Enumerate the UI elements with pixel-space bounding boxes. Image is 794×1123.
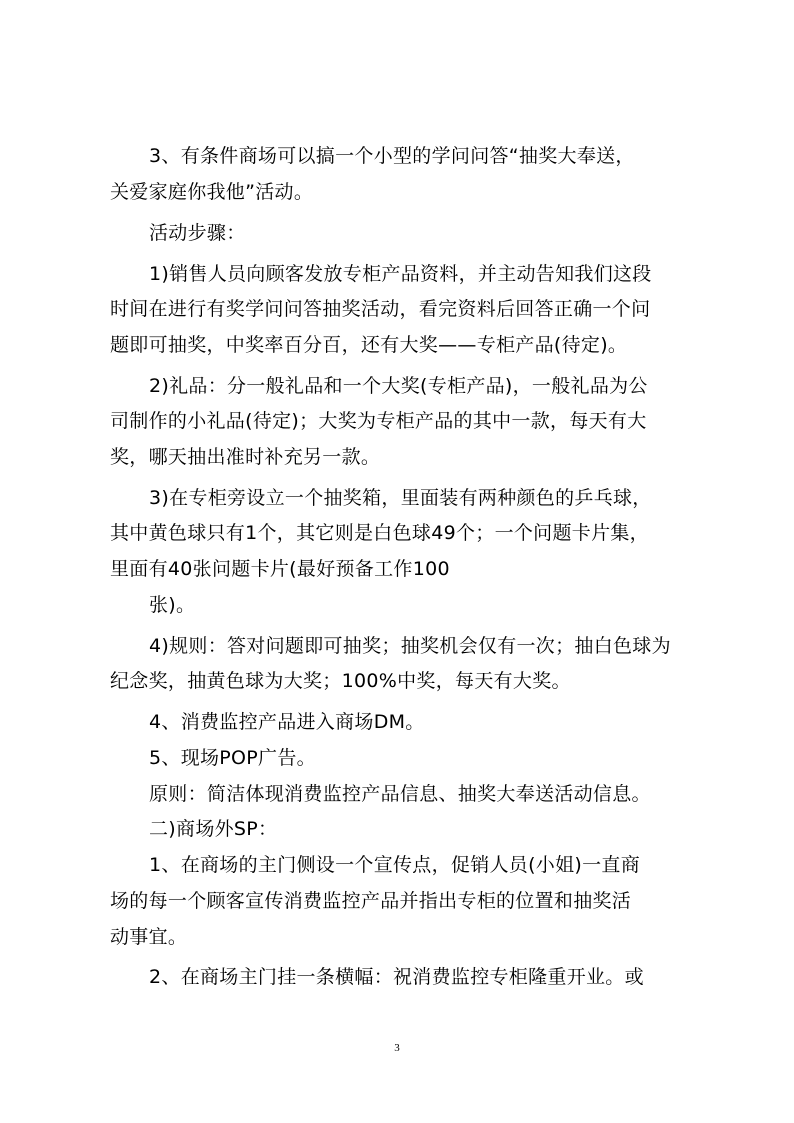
page-number: 3 xyxy=(394,1042,400,1054)
paragraph-3-line-2: 关爱家庭你我他”活动。 xyxy=(110,181,314,203)
item-4-dm: 4、消费监控产品进入商场DM。 xyxy=(149,711,425,733)
step-3-line-2: 其中黄色球只有1个，其它则是白色球49个；一个问题卡片集， xyxy=(110,522,649,544)
step-3-line-4: 张)。 xyxy=(149,594,196,616)
outside-item-1-line-3: 动事宜。 xyxy=(110,926,188,948)
outside-item-1-line-2: 场的每一个顾客宣传消费监控产品并指出专柜的位置和抽奖活 xyxy=(110,890,632,912)
step-2-line-2: 司制作的小礼品(待定)；大奖为专柜产品的其中一款，每天有大 xyxy=(110,410,647,432)
step-4-line-2: 纪念奖，抽黄色球为大奖；100%中奖，每天有大奖。 xyxy=(110,670,571,692)
step-1-line-1: 1)销售人员向顾客发放专柜产品资料，并主动告知我们这段 xyxy=(149,263,652,285)
principle-line: 原则：简洁体现消费监控产品信息、抽奖大奉送活动信息。 xyxy=(149,783,651,805)
step-1-line-2: 时间在进行有奖学问问答抽奖活动，看完资料后回答正确一个问 xyxy=(110,298,651,320)
outside-item-1-line-1: 1、在商场的主门侧设一个宣传点，促销人员(小姐)一直商 xyxy=(149,854,641,876)
step-3-line-1: 3)在专柜旁设立一个抽奖箱，里面装有两种颜色的乒乓球， xyxy=(149,487,652,509)
paragraph-3-line-1: 3、有条件商场可以搞一个小型的学问问答“抽奖大奉送， xyxy=(149,145,635,167)
step-2-line-1: 2)礼品：分一般礼品和一个大奖(专柜产品)，一般礼品为公 xyxy=(149,375,648,397)
step-2-line-3: 奖，哪天抽出准时补充另一款。 xyxy=(110,446,381,468)
step-1-line-3: 题即可抽奖，中奖率百分百，还有大奖——专柜产品(待定)。 xyxy=(110,334,628,356)
activity-steps-heading: 活动步骤： xyxy=(149,222,246,244)
item-5-pop: 5、现场POP广告。 xyxy=(149,747,316,769)
step-4-line-1: 4)规则：答对问题即可抽奖；抽奖机会仅有一次；抽白色球为 xyxy=(149,635,671,657)
step-3-line-3: 里面有40张问题卡片(最好预备工作100 xyxy=(110,558,450,580)
section-outside-sp-heading: 二)商场外SP： xyxy=(149,818,278,840)
outside-item-2-line-1: 2、在商场主门挂一条横幅：祝消费监控专柜隆重开业。或 xyxy=(149,966,644,988)
